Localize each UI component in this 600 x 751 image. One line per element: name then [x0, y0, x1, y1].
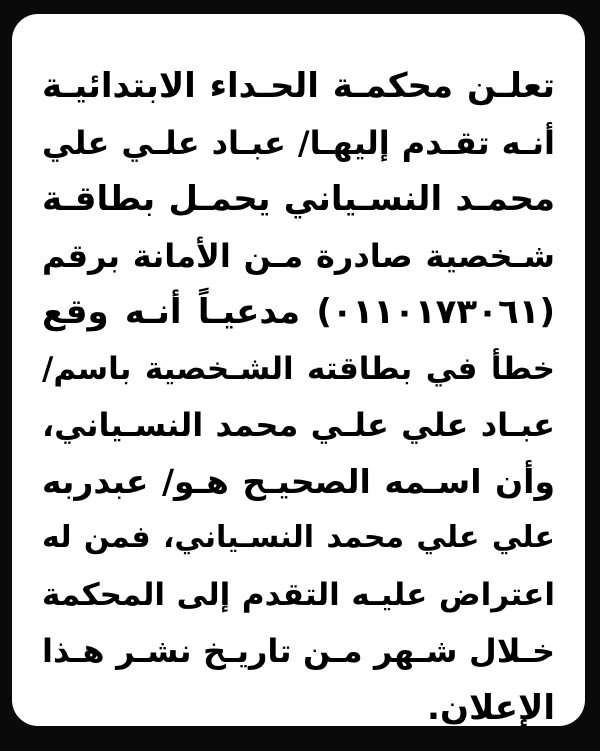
- notice-text: [42, 58, 555, 736]
- notice-line: عبـاد علي علـي محمد النسـياني،: [42, 406, 555, 444]
- notice-line: الإعلان.: [427, 687, 555, 728]
- notice-line: محمـد النسـياني يحمـل بطاقـة: [42, 179, 555, 219]
- notice-line: شـخصية صادرة مـن الأمانة برقم: [42, 236, 555, 275]
- notice-line: خـلال شـهر مـن تاريـخ نشـر هـذا: [42, 632, 555, 670]
- notice-line: تعلـن محكمـة الحـداء الابتدائيـة: [42, 66, 555, 106]
- notice-line: خطأ في بطاقته الشـخصية باسم/: [42, 350, 555, 387]
- notice-line: أنـه تقـدم إليهـا/ عبـاد علـي علي: [42, 123, 555, 162]
- notice-card: [12, 14, 585, 726]
- notice-line: اعتراض عليـه التقدم إلى المحكمة: [42, 576, 555, 613]
- notice-line: علي علي محمد النسـياني، فمن له: [42, 520, 555, 555]
- notice-line: وأن اسـمه الصحيـح هـو/ عبدربه: [42, 461, 555, 501]
- notice-line: (٠١١٠١٧٣٠٦١) مدعيـاً أنـه وقع: [42, 292, 555, 332]
